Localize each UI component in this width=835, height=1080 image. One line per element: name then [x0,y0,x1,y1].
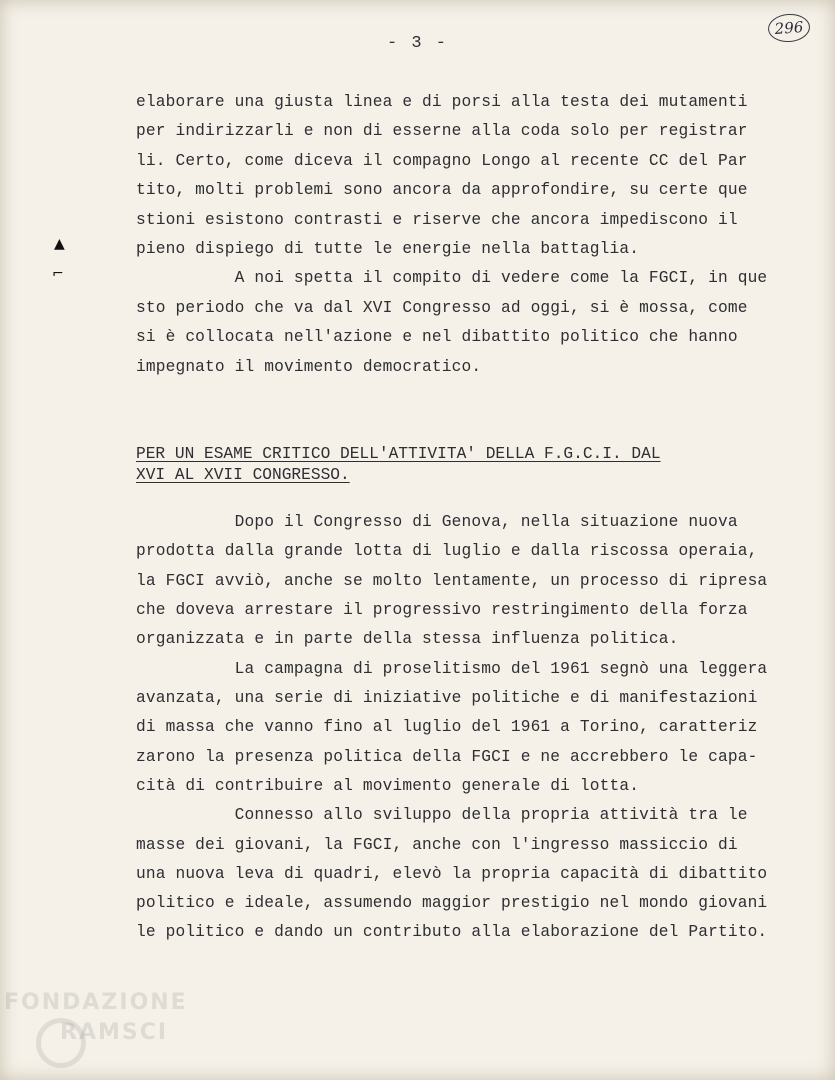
text-line: per indirizzarli e non di esserne alla coda solo per registrar [136,122,748,140]
text-line: tito, molti problemi sono ancora da approfondire, su certe que [136,181,748,199]
text-line: masse dei giovani, la FGCI, anche con l'ingresso massiccio di [136,836,738,854]
text-line: pieno dispiego di tutte le energie nella battaglia. [136,240,640,258]
text-line: li. Certo, come diceva il compagno Longo al recente CC del Par [136,152,748,170]
text-line: che doveva arrestare il progressivo restringimento della forza [136,601,748,619]
text-line: politico e ideale, assumendo maggior prestigio nel mondo giovani [136,894,768,912]
section-heading: PER UN ESAME CRITICO DELL'ATTIVITA' DELLA F.G.C.I. DAL [136,445,661,463]
text-line: le politico e dando un contributo alla elaborazione del Partito. [136,923,768,941]
watermark-text: RAMSCI [60,1020,169,1045]
text-line: sto periodo che va dal XVI Congresso ad oggi, si è mossa, come [136,299,748,317]
text-line: una nuova leva di quadri, elevò la propria capacità di dibattito [136,865,768,883]
text-line: cità di contribuire al movimento generale di lotta. [136,777,640,795]
text-line: zarono la presenza politica della FGCI e ne accrebbero le capa- [136,748,758,766]
text-line: elaborare una giusta linea e di porsi alla testa dei mutamenti [136,93,748,111]
margin-tick-icon: ⌐ [52,266,64,282]
text-line: organizzata e in parte della stessa influenza politica. [136,630,679,648]
text-line: si è collocata nell'azione e nel dibattito politico che hanno [136,328,738,346]
archive-number-stamp: 296 [767,13,811,44]
text-line: A noi spetta il compito di vedere come la FGCI, in que [136,269,768,287]
text-line: impegnato il movimento democratico. [136,358,482,376]
text-line: stioni esistono contrasti e riserve che ancora impediscono il [136,211,738,229]
text-line: Dopo il Congresso di Genova, nella situazione nuova [136,513,738,531]
text-line: di massa che vanno fino al luglio del 1961 a Torino, caratteriz [136,718,758,736]
text-line: La campagna di proselitismo del 1961 segnò una leggera [136,660,768,678]
margin-mark-icon: ▲ [54,236,65,252]
text-line: prodotta dalla grande lotta di luglio e dalla riscossa operaia, [136,542,758,560]
watermark-text: FONDAZIONE [4,990,188,1015]
section-heading: XVI AL XVII CONGRESSO. [136,466,350,484]
text-line: Connesso allo sviluppo della propria attività tra le [136,806,748,824]
text-line: la FGCI avviò, anche se molto lentamente, un processo di ripresa [136,572,768,590]
text-line: avanzata, una serie di iniziative politiche e di manifestazioni [136,689,758,707]
page-number: - 3 - [386,34,448,53]
